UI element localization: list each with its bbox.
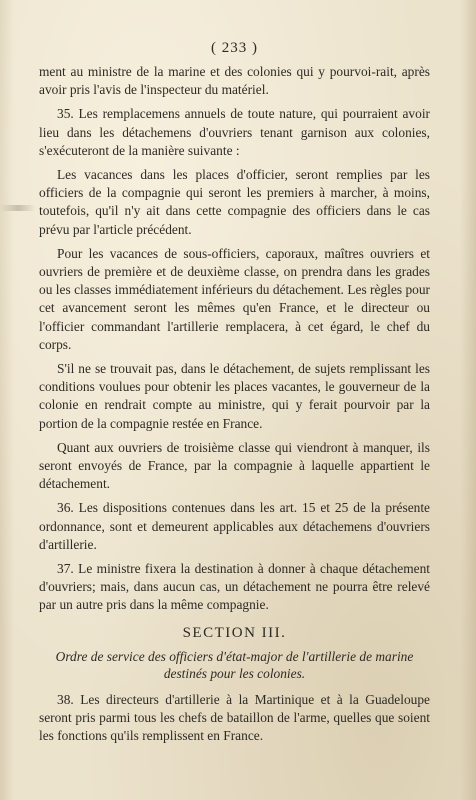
page-number: ( 233 ): [211, 40, 258, 56]
paragraph-article-37: 37. Le ministre fixera la destination à donner à chaque détachement d'ouvriers; mais, dans aucun cas, un détachement ne pourra être relevé par un autre pris dans la même compagnie.: [39, 561, 430, 613]
paragraph: ment au ministre de la marine et des colonies qui y pourvoi-rait, après avoir pris l'avis de l'inspecteur du matériel.: [39, 64, 430, 98]
paragraph: Quant aux ouvriers de troisième classe qui viendront à manquer, ils seront envoyés de France, par la compagnie à laquelle appartient le détachement.: [39, 439, 430, 492]
section-subtitle: Ordre de service des officiers d'état-major de l'artillerie de marine destinés pour les colonies.: [55, 648, 414, 682]
paragraph: Pour les vacances de sous-officiers, caporaux, maîtres ouvriers et ouvriers de première et de deuxième classe, on prendra dans les grades ou les classes immédiatement inférieurs du détachement. Les règles pour cet avancement seront les mêmes qu'en France, et le directeur ou l'officier commandant l'artillerie remplacera, à cet égard, le chef du corps.: [39, 245, 430, 352]
paragraph: Les vacances dans les places d'officier, seront remplies par les officiers de la compagnie qui seront les premiers à marcher, à moins, toutefois, qu'il n'y ait dans cette compagnie des officiers dans le cas prévu par l'article précédent.: [39, 167, 430, 237]
section-heading: SECTION III.: [182, 624, 287, 641]
paragraph-article-36: 36. Les dispositions contenues dans les art. 15 et 25 de la présente ordonnance, sont et demeurent applicables aux détachemens d'ouvriers d'artillerie.: [39, 500, 430, 552]
paragraph-article-35: 35. Les remplacemens annuels de toute nature, qui pourraient avoir lieu dans les détachemens d'ouvriers tenant garnison aux colonies, s'exécuteront de la manière suivante :: [39, 106, 430, 158]
article-text-bottom: [39, 691, 430, 746]
paragraph-article-38: 38. Les directeurs d'artillerie à la Martinique et à la Guadeloupe seront pris parmi tous les chefs de bataillon de l'arme, quelles que soient les fonctions qu'ils remplissent en France.: [39, 691, 430, 744]
book-page: [39, 40, 430, 751]
page-smudge: [0, 205, 36, 211]
paragraph: S'il ne se trouvait pas, dans le détachement, de sujets remplissant les conditions voulues pour obtenir les places vacantes, le gouverneur de la colonie en rendrait compte au ministre, qui y ferait pourvoir par la portion de la compagnie restée en France.: [39, 361, 430, 431]
article-text-top: [39, 63, 430, 615]
